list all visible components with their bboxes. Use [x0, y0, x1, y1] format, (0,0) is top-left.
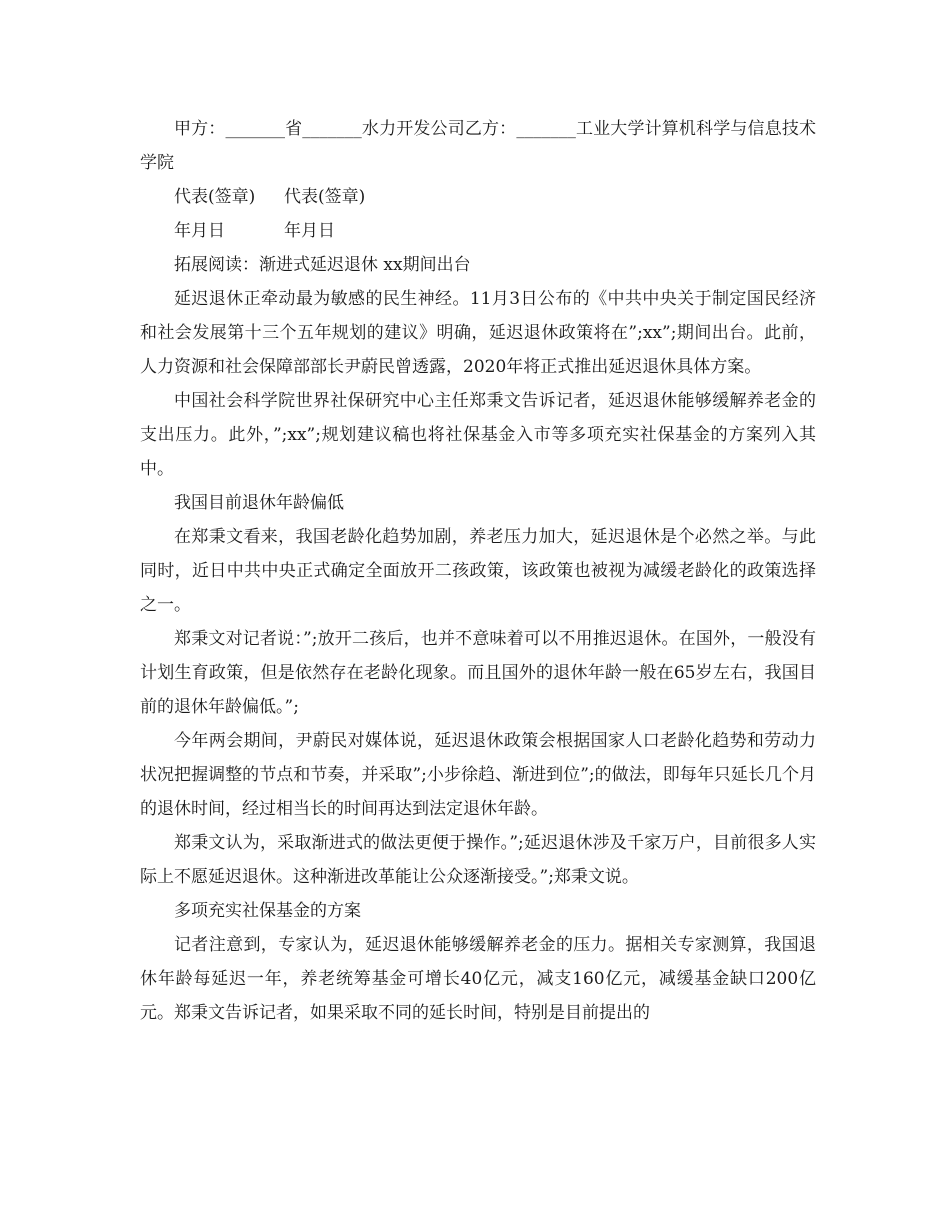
article-paragraph: 今年两会期间，尹蔚民对媒体说，延迟退休政策会根据国家人口老龄化趋势和劳动力状况把握调整的节点和节奏，并采取”;小步徐趋、渐进到位”;的做法，即每年只延长几个月的退休时间，经过相当长的时间再达到法定退休年龄。	[140, 731, 816, 819]
article-paragraph: 在郑秉文看来，我国老龄化趋势加剧，养老压力加大，延迟退休是个必然之举。与此同时，近日中共中央正式确定全面放开二孩政策，该政策也被视为减缓老龄化的政策选择之一。	[140, 527, 816, 615]
section-heading: 多项充实社保基金的方案	[174, 901, 361, 921]
date-row	[140, 214, 816, 248]
article-paragraph: 延迟退休正牵动最为敏感的民生神经。11月3日公布的《中共中央关于制定国民经济和社会发展第十三个五年规划的建议》明确，延迟退休政策将在”;xx”;期间出台。此前，人力资源和社会保障部部长尹蔚民曾透露，2020年将正式推出延迟退休具体方案。	[140, 289, 816, 377]
document-body	[140, 112, 816, 1030]
section-heading: 我国目前退休年龄偏低	[174, 493, 344, 513]
article-paragraph: 郑秉文对记者说：”;放开二孩后，也并不意味着可以不用推迟退休。在国外，一般没有计划生育政策，但是依然存在老龄化现象。而且国外的退休年龄一般在65岁左右，我国目前的退休年龄偏低。”;	[140, 629, 816, 717]
extended-reading-title: 拓展阅读：渐进式延迟退休 xx期间出台	[174, 255, 471, 275]
party-a-date: 年月日	[174, 221, 225, 241]
party-b-representative: 代表(签章)	[284, 187, 366, 207]
contract-parties: 甲方：_______省_______水力开发公司乙方：_______工业大学计算机科学与信息技术学院	[140, 119, 816, 173]
party-a-representative: 代表(签章)	[174, 187, 256, 207]
article-paragraph: 中国社会科学院世界社保研究中心主任郑秉文告诉记者，延迟退休能够缓解养老金的支出压力。此外，”;xx”;规划建议稿也将社保基金入市等多项充实社保基金的方案列入其中。	[140, 391, 816, 479]
article-paragraph: 郑秉文认为，采取渐进式的做法更便于操作。”;延迟退休涉及千家万户，目前很多人实际上不愿延迟退休。这种渐进改革能让公众逐渐接受。”;郑秉文说。	[140, 833, 816, 887]
article-paragraph: 记者注意到，专家认为，延迟退休能够缓解养老金的压力。据相关专家测算，我国退休年龄每延迟一年，养老统筹基金可增长40亿元，减支160亿元，减缓基金缺口200亿元。郑秉文告诉记者，如果采取不同的延长时间，特别是目前提出的	[140, 935, 816, 1023]
signature-row	[140, 180, 816, 214]
party-b-date: 年月日	[284, 221, 335, 241]
